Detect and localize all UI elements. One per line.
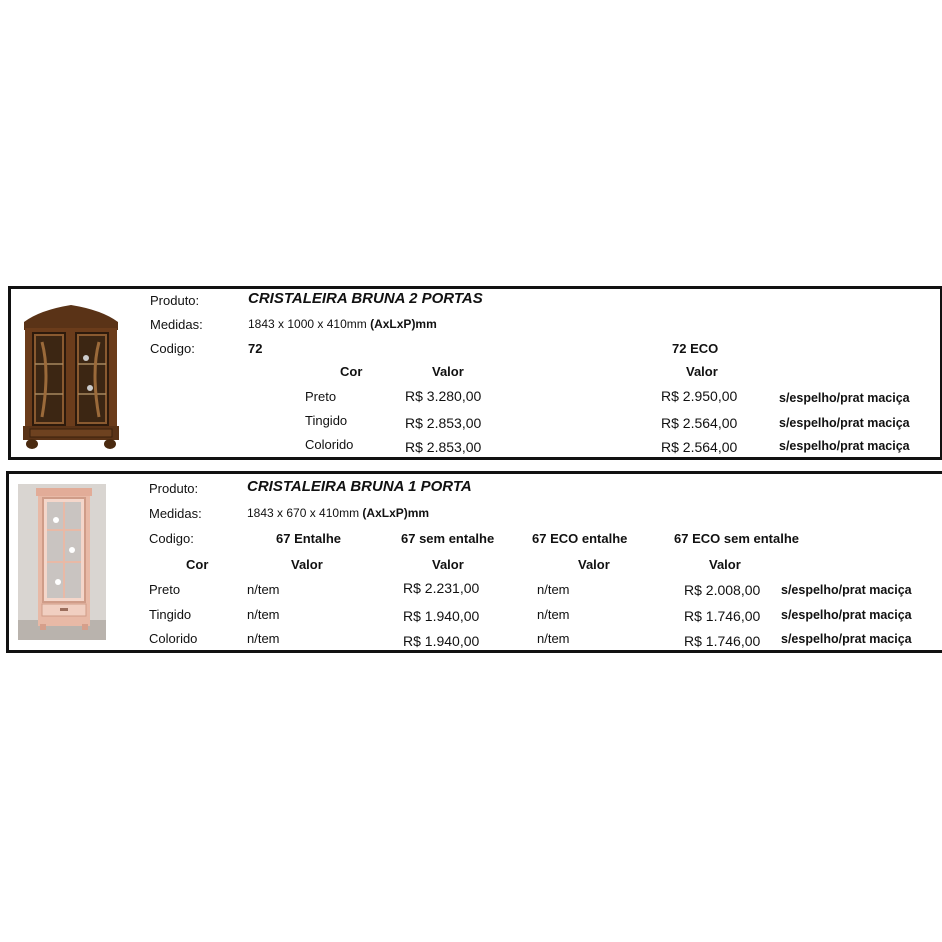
table-row-v4: R$ 1.746,00 bbox=[684, 633, 761, 649]
table-row-cor: Preto bbox=[149, 582, 181, 597]
table-row-v3: n/tem bbox=[537, 582, 570, 597]
code-67-eco-entalhe: 67 ECO entalhe bbox=[532, 531, 628, 546]
header-valor: Valor bbox=[432, 364, 464, 379]
header-valor-1: Valor bbox=[291, 557, 323, 572]
dimensions: 1843 x 1000 x 410mm (AxLxP)mm bbox=[248, 317, 437, 331]
table-row-v2: R$ 1.940,00 bbox=[403, 608, 480, 624]
product-name: CRISTALEIRA BRUNA 2 PORTAS bbox=[248, 290, 483, 307]
product-card-2-portas bbox=[8, 286, 942, 460]
table-row-v1: n/tem bbox=[247, 631, 280, 646]
table-row-valor: R$ 2.853,00 bbox=[405, 439, 482, 455]
table-row-note: s/espelho/prat maciça bbox=[779, 416, 910, 430]
header-valor-4: Valor bbox=[709, 557, 741, 572]
code-67-sem-entalhe: 67 sem entalhe bbox=[401, 531, 495, 546]
table-row-note: s/espelho/prat maciça bbox=[781, 632, 912, 646]
table-row-valor: R$ 3.280,00 bbox=[405, 388, 482, 404]
product-card-1-porta bbox=[6, 471, 942, 653]
table-row-v2: R$ 1.940,00 bbox=[403, 633, 480, 649]
label-codigo: Codigo: bbox=[150, 341, 195, 356]
code-standard: 72 bbox=[248, 341, 263, 356]
table-row-v1: n/tem bbox=[247, 582, 280, 597]
label-produto: Produto: bbox=[149, 481, 199, 496]
label-codigo: Codigo: bbox=[149, 531, 194, 546]
table-row-note: s/espelho/prat maciça bbox=[779, 439, 910, 453]
cabinet-2-doors-image bbox=[20, 302, 122, 452]
code-67-entalhe: 67 Entalhe bbox=[276, 531, 342, 546]
table-row-cor: Preto bbox=[305, 389, 337, 404]
header-valor-2: Valor bbox=[432, 557, 464, 572]
table-row-note: s/espelho/prat maciça bbox=[779, 391, 910, 405]
dimensions: 1843 x 670 x 410mm (AxLxP)mm bbox=[247, 506, 430, 520]
header-valor-3: Valor bbox=[578, 557, 610, 572]
header-cor: Cor bbox=[186, 557, 209, 572]
table-row-note: s/espelho/prat maciça bbox=[781, 608, 912, 622]
table-row-cor: Tingido bbox=[149, 607, 192, 622]
code-eco: 72 ECO bbox=[672, 341, 719, 356]
table-row-cor: Colorido bbox=[149, 631, 198, 646]
label-medidas: Medidas: bbox=[150, 317, 203, 332]
table-row-note: s/espelho/prat maciça bbox=[781, 583, 912, 597]
product-name: CRISTALEIRA BRUNA 1 PORTA bbox=[247, 478, 472, 495]
label-produto: Produto: bbox=[150, 293, 200, 308]
table-row-cor: Colorido bbox=[305, 437, 354, 452]
table-row-v1: n/tem bbox=[247, 607, 280, 622]
cabinet-1-door-image bbox=[18, 484, 106, 640]
label-medidas: Medidas: bbox=[149, 506, 202, 521]
code-67-eco-sem-entalhe: 67 ECO sem entalhe bbox=[674, 531, 799, 546]
table-row-valor-eco: R$ 2.564,00 bbox=[661, 415, 738, 431]
header-valor-eco: Valor bbox=[686, 364, 718, 379]
table-row-v3: n/tem bbox=[537, 607, 570, 622]
table-row-valor-eco: R$ 2.950,00 bbox=[661, 388, 738, 404]
table-row-v4: R$ 1.746,00 bbox=[684, 608, 761, 624]
table-row-v4: R$ 2.008,00 bbox=[684, 582, 761, 598]
table-row-v2: R$ 2.231,00 bbox=[403, 580, 480, 596]
table-row-v3: n/tem bbox=[537, 631, 570, 646]
table-row-cor: Tingido bbox=[305, 413, 348, 428]
header-cor: Cor bbox=[340, 364, 363, 379]
table-row-valor: R$ 2.853,00 bbox=[405, 415, 482, 431]
table-row-valor-eco: R$ 2.564,00 bbox=[661, 439, 738, 455]
